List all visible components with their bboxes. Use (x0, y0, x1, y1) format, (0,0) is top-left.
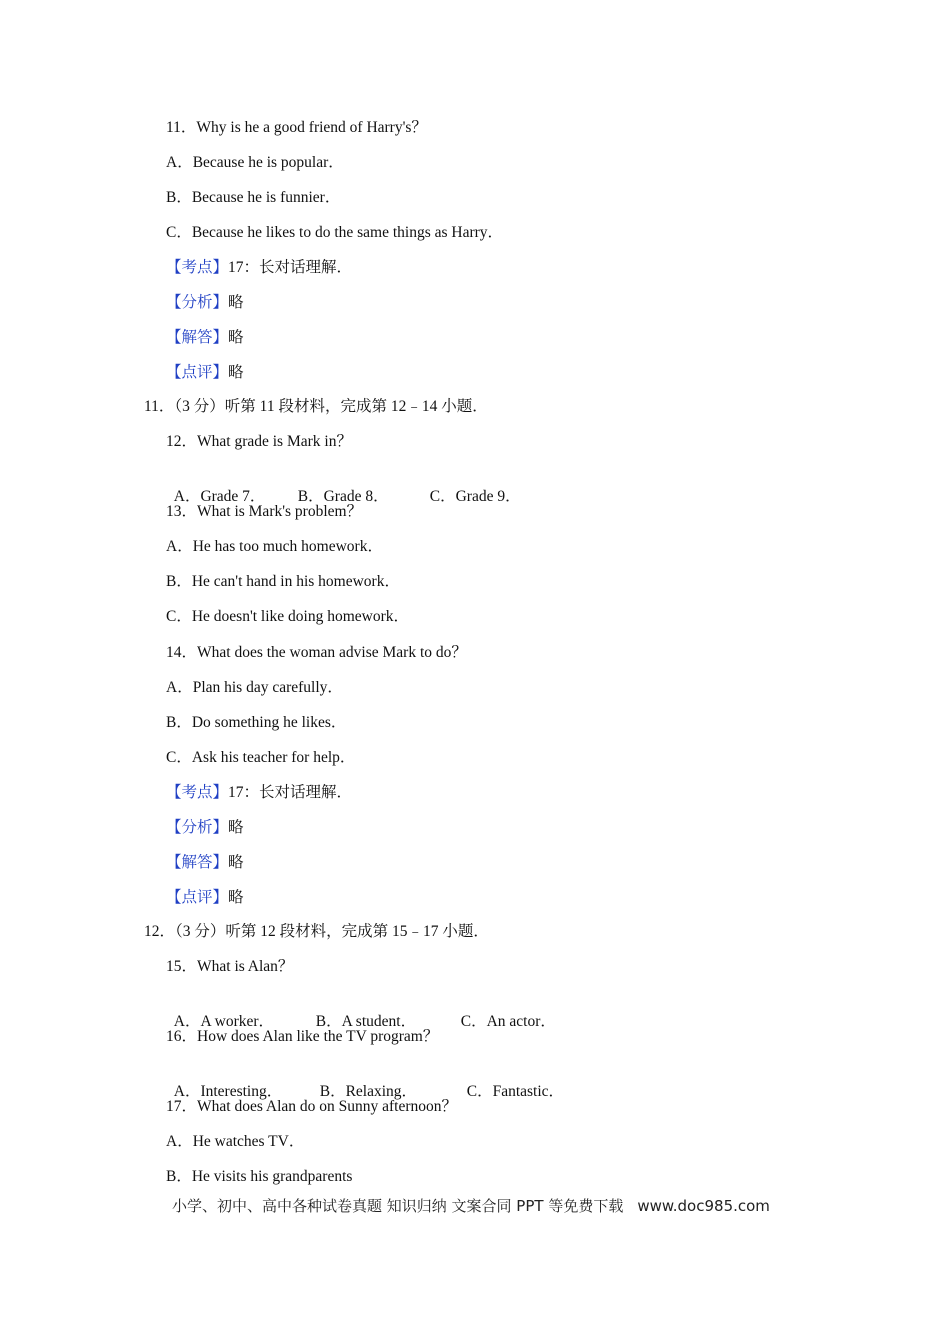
q15-option-a: A．A worker． (173, 1013, 275, 1030)
dianping-line (166, 888, 244, 908)
q13-option-c: C．He doesn't like doing homework． (166, 608, 410, 625)
fenxi-tag: 【分析】 (166, 294, 229, 311)
question-17: 17．What does Alan do on Sunny afternoon？ (166, 1098, 458, 1115)
question-12: 12．What grade is Mark in？ (166, 433, 352, 450)
dianping-tag: 【点评】 (166, 889, 229, 906)
jieda-text: 略 (228, 854, 244, 871)
question-16: 16．How does Alan like the TV program？ (166, 1028, 439, 1045)
kaodian-tag: 【考点】 (166, 784, 229, 801)
q15-option-b: B．A student． (315, 1013, 417, 1030)
footer-text: 小学、初中、高中各种试卷真题 知识归纳 文案合同 PPT 等免费下载 (172, 1197, 624, 1215)
jieda-line (166, 853, 244, 873)
q13-option-a: A．He has too much homework． (166, 538, 383, 555)
q17-option-a: A．He watches TV． (166, 1133, 305, 1150)
question-13: 13．What is Mark's problem？ (166, 503, 363, 520)
footer-url-link[interactable]: www.doc985.com (637, 1197, 770, 1215)
q11-option-a: A．Because he is popular． (166, 154, 344, 171)
fenxi-text: 略 (228, 819, 244, 836)
dianping-line (166, 363, 244, 383)
q16-option-c: C．Fantastic． (466, 1083, 565, 1100)
jieda-tag: 【解答】 (166, 854, 229, 871)
fenxi-text: 略 (228, 294, 244, 311)
question-11: 11．Why is he a good friend of Harry's？ (166, 119, 427, 136)
q11-option-c: C．Because he likes to do the same things as Harry． (166, 224, 504, 241)
q14-option-b: B．Do something he likes． (166, 714, 347, 731)
q16-option-a: A．Interesting． (173, 1083, 283, 1100)
section-12-header: 12．（3 分）听第 12 段材料，完成第 15﹣17 小题． (144, 923, 489, 940)
q14-option-a: A．Plan his day carefully． (166, 679, 343, 696)
section-11-header: 11．（3 分）听第 11 段材料，完成第 12﹣14 小题． (144, 398, 488, 415)
fenxi-tag: 【分析】 (166, 819, 229, 836)
q12-option-b: B．Grade 8． (297, 488, 389, 505)
fenxi-line (166, 293, 244, 313)
q12-option-a: A．Grade 7． (173, 488, 266, 505)
dianping-text: 略 (228, 364, 244, 381)
q17-option-b: B．He visits his grandparents (166, 1168, 353, 1185)
jieda-text: 略 (228, 329, 244, 346)
kaodian-text: 17：长对话理解． (228, 259, 353, 276)
question-14: 14．What does the woman advise Mark to do？ (166, 644, 467, 661)
q15-option-c: C．An actor． (460, 1013, 556, 1030)
q14-option-c: C．Ask his teacher for help． (166, 749, 356, 766)
q13-option-b: B．He can't hand in his homework． (166, 573, 400, 590)
kaodian-tag: 【考点】 (166, 259, 229, 276)
dianping-text: 略 (228, 889, 244, 906)
q16-options (166, 1062, 564, 1102)
page-footer (172, 1196, 770, 1216)
kaodian-line (166, 783, 352, 803)
jieda-line (166, 328, 244, 348)
question-15: 15．What is Alan？ (166, 958, 294, 975)
jieda-tag: 【解答】 (166, 329, 229, 346)
kaodian-text: 17：长对话理解． (228, 784, 353, 801)
fenxi-line (166, 818, 244, 838)
q12-option-c: C．Grade 9． (429, 488, 521, 505)
kaodian-line (166, 258, 352, 278)
q15-options (166, 992, 556, 1032)
q16-option-b: B．Relaxing． (319, 1083, 418, 1100)
q12-options (166, 467, 521, 507)
q11-option-b: B．Because he is funnier． (166, 189, 341, 206)
dianping-tag: 【点评】 (166, 364, 229, 381)
